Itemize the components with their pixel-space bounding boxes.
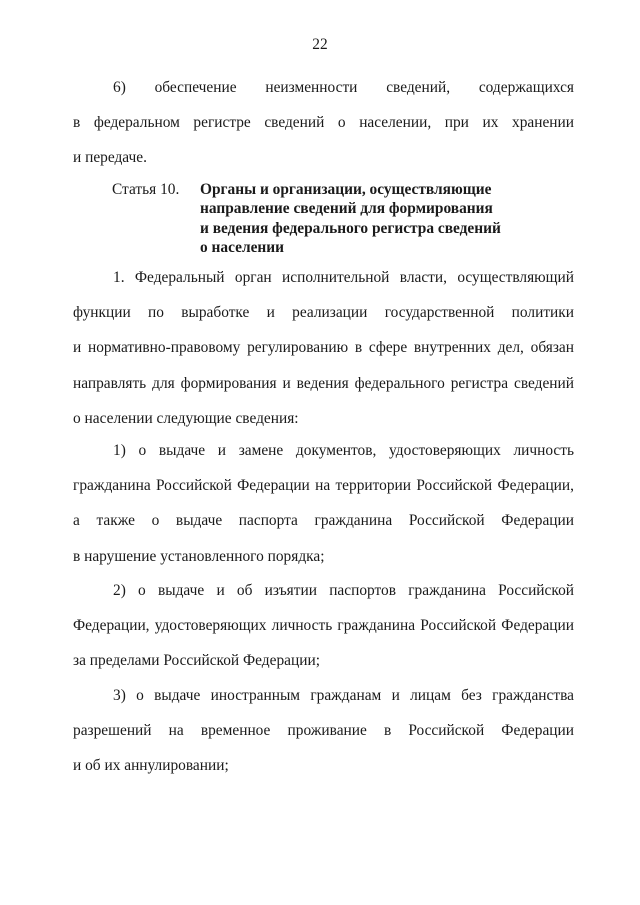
- text-line: и нормативно-правовому регулированию в сфере внутренних дел, обязан: [73, 339, 574, 357]
- text-line: 2) о выдаче и об изъятии паспортов гражданина Российской: [113, 582, 574, 599]
- text-line: 6) обеспечение неизменности сведений, содержащихся: [113, 79, 574, 96]
- text-line: в федеральном регистре сведений о населении, при их хранении: [73, 114, 574, 132]
- text-line: 3) о выдаче иностранным гражданам и лицам без гражданства: [113, 687, 574, 704]
- text-line: а также о выдаче паспорта гражданина Российской Федерации: [73, 512, 574, 530]
- text-line: о населении следующие сведения:: [73, 409, 299, 427]
- text-area: [73, 0, 574, 905]
- text-line: в нарушение установленного порядка;: [73, 547, 325, 565]
- paragraph-item6-continuation: [73, 70, 574, 176]
- article-heading: [73, 180, 574, 258]
- text-line: и об их аннулировании;: [73, 757, 229, 775]
- text-line: направлять для формирования и ведения федерального регистра сведений: [73, 374, 574, 392]
- text-line: Федерации, удостоверяющих личность гражданина Российской Федерации: [73, 617, 574, 635]
- text-line: 1) о выдаче и замене документов, удостоверяющих личность: [113, 442, 574, 459]
- text-line: разрешений на временное проживание в Российской Федерации: [73, 722, 574, 740]
- article-title-line: направление сведений для формирования: [200, 200, 493, 218]
- text-line: функции по выработке и реализации государственной политики: [73, 304, 574, 322]
- text-line: и передаче.: [73, 149, 147, 167]
- paragraph-clause-1: [73, 260, 574, 436]
- article-title-line: и ведения федерального регистра сведений: [200, 219, 501, 237]
- paragraph-subitem-3: [73, 678, 574, 784]
- text-line: гражданина Российской Федерации на территории Российской Федерации,: [73, 477, 574, 495]
- article-title-line: о населении: [200, 239, 285, 257]
- paragraph-subitem-2: [73, 573, 574, 679]
- article-title-line: Органы и организации, осуществляющие: [200, 181, 492, 198]
- text-line: 1. Федеральный орган исполнительной власти, осуществляющий: [113, 269, 574, 286]
- text-line: за пределами Российской Федерации;: [73, 652, 320, 670]
- article-number-label: Статья 10.: [112, 181, 180, 198]
- paragraph-subitem-1: [73, 433, 574, 574]
- page-number: 22: [312, 36, 328, 53]
